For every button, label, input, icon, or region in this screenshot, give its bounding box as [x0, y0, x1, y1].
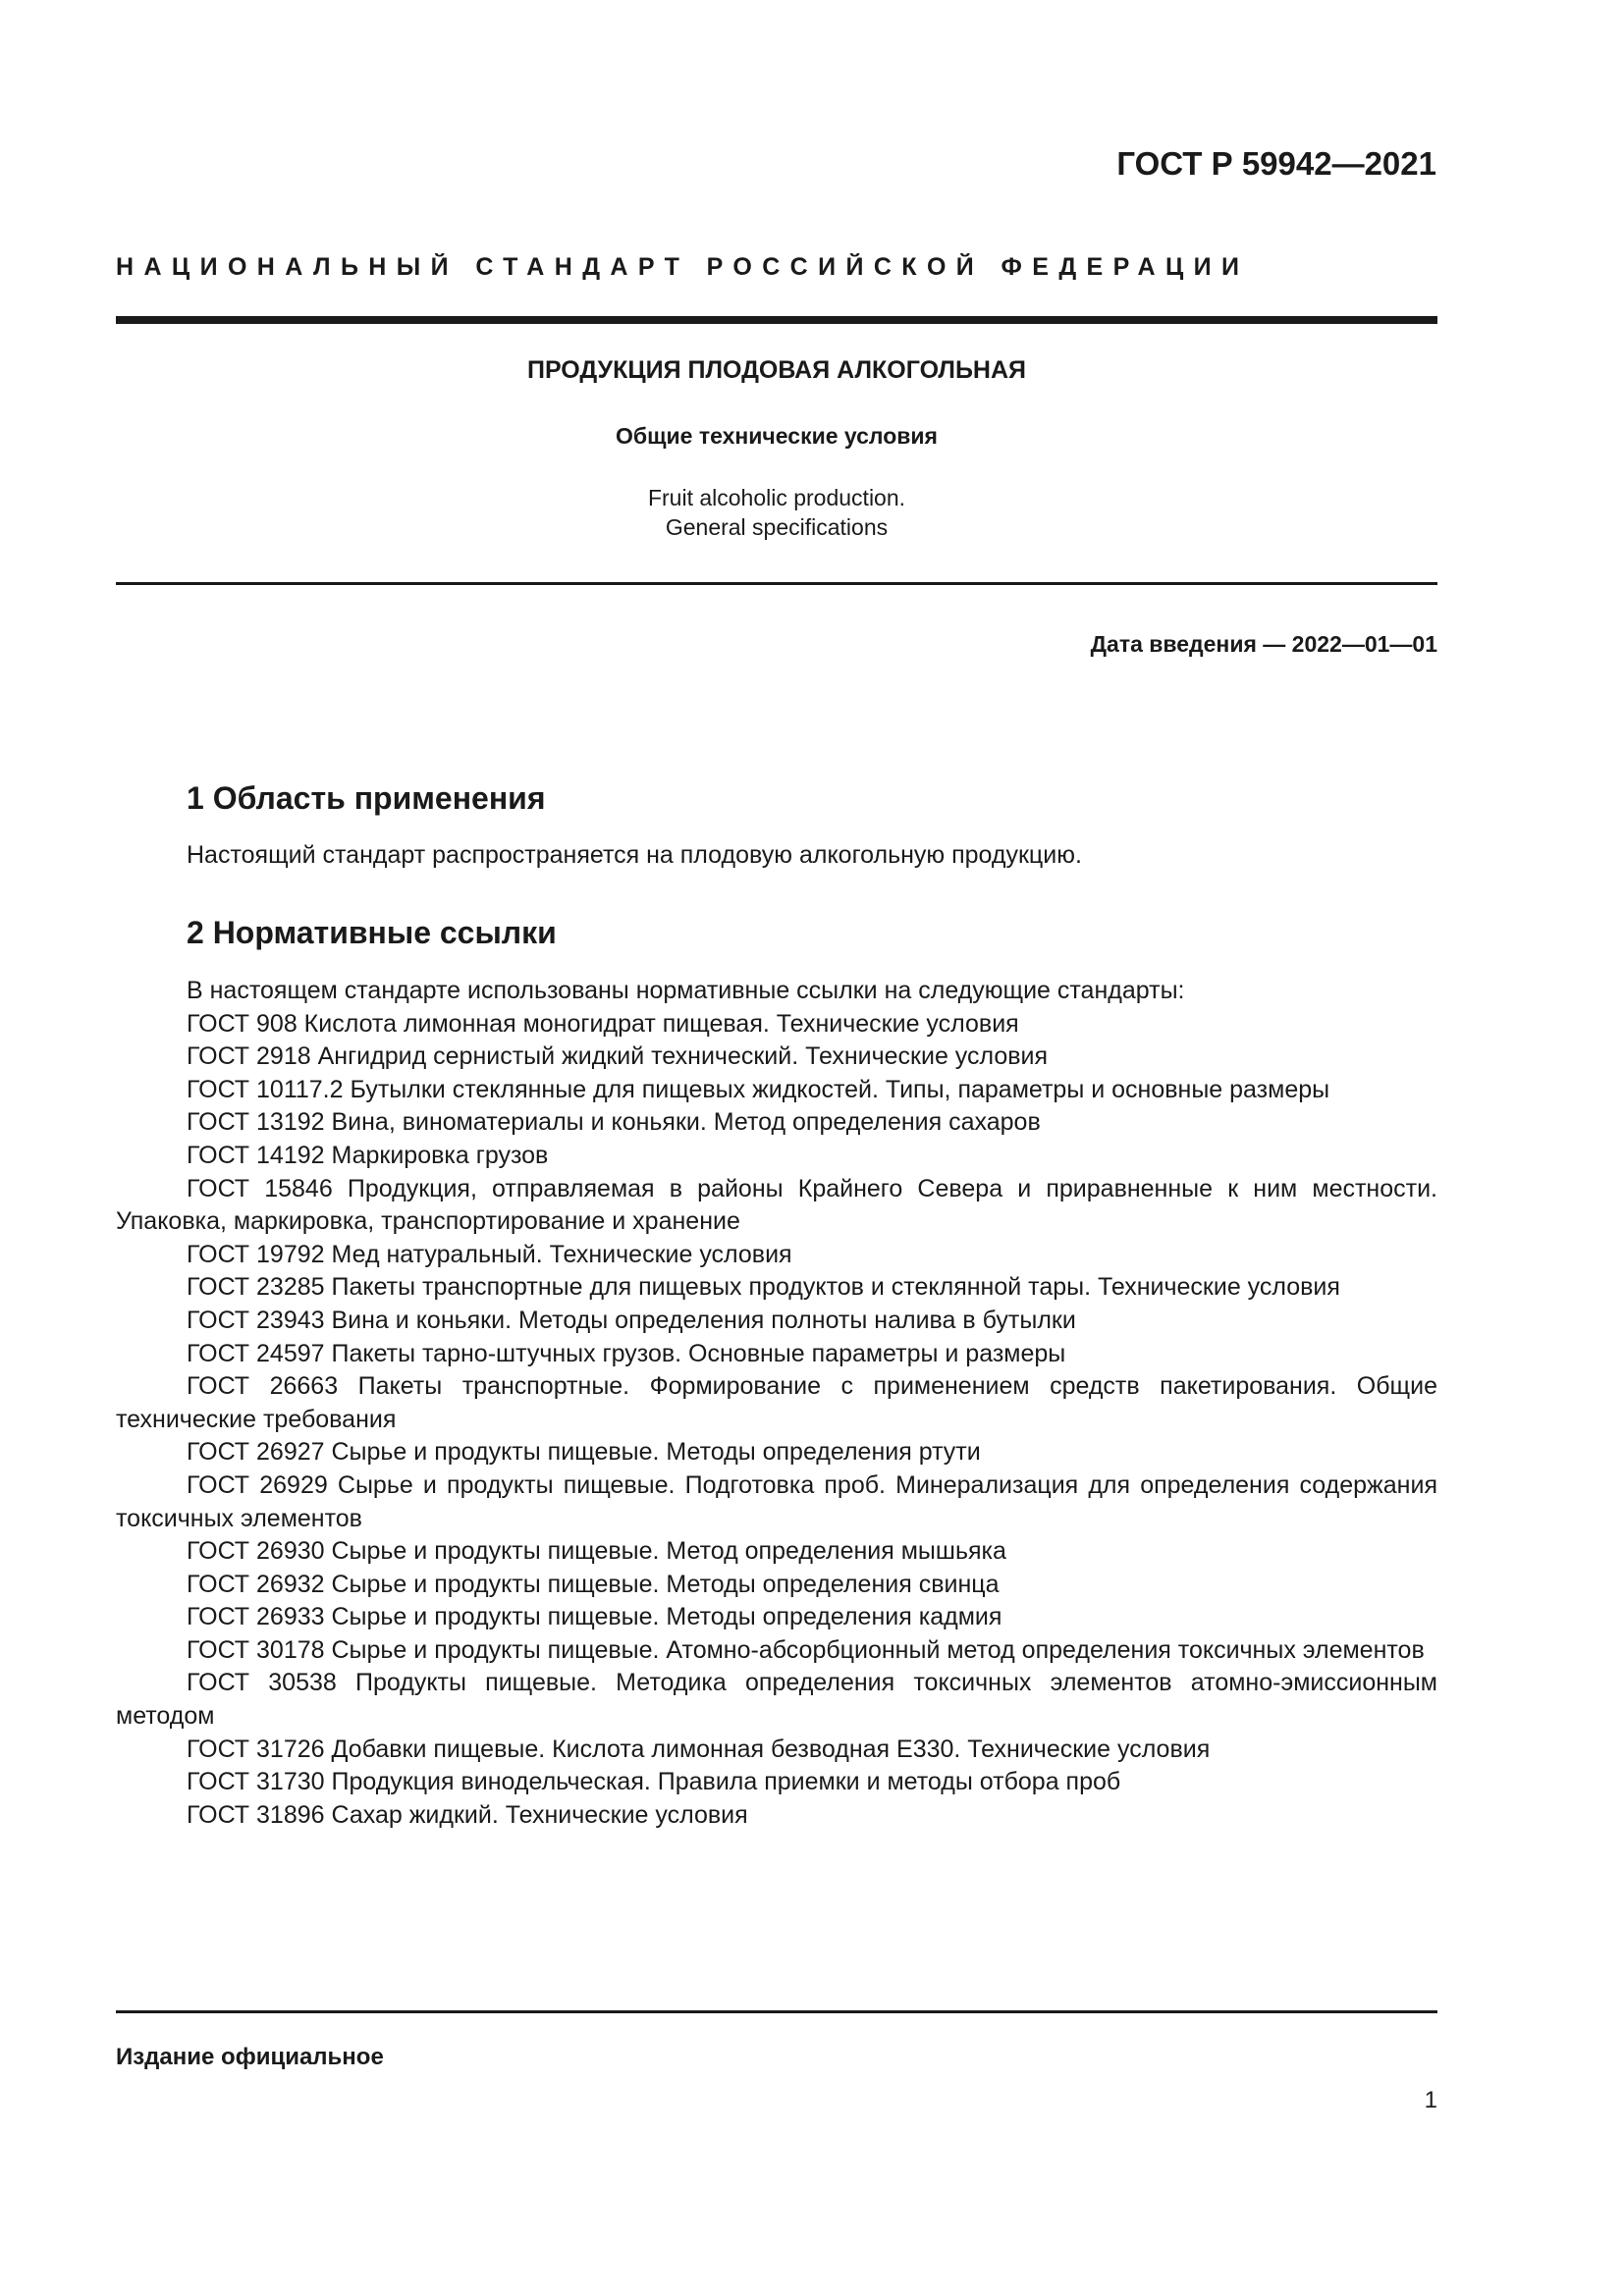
- section-2-body: [116, 975, 1437, 1832]
- reference-item: ГОСТ 13192 Вина, виноматериалы и коньяки. Метод определения сахаров: [187, 1108, 1041, 1137]
- title-divider: [116, 582, 1437, 585]
- english-title-line-1: Fruit alcoholic production.: [647, 485, 906, 510]
- document-subtitle: Общие технические условия: [616, 423, 938, 449]
- reference-item: ГОСТ 30178 Сырье и продукты пищевые. Атомно-абсорбционный метод определения токсичных элементов: [187, 1635, 1425, 1664]
- reference-item: ГОСТ 23943 Вина и коньяки. Методы определения полноты налива в бутылки: [187, 1306, 1076, 1334]
- reference-item: ГОСТ 31896 Сахар жидкий. Технические условия: [187, 1800, 748, 1829]
- official-edition-label: Издание официальное: [116, 2044, 384, 2070]
- reference-item: ГОСТ 908 Кислота лимонная моногидрат пищевая. Технические условия: [187, 1009, 1019, 1038]
- section-2-intro: В настоящем стандарте использованы нормативные ссылки на следующие стандарты:: [187, 977, 1185, 1004]
- document-title: ПРОДУКЦИЯ ПЛОДОВАЯ АЛКОГОЛЬНАЯ: [526, 356, 1027, 384]
- reference-item: ГОСТ 24597 Пакеты тарно-штучных грузов. Основные параметры и размеры: [187, 1339, 1066, 1367]
- reference-item: ГОСТ 26933 Сырье и продукты пищевые. Методы определения кадмия: [187, 1603, 1002, 1631]
- section-2-heading: 2 Нормативные ссылки: [187, 915, 557, 950]
- reference-item: ГОСТ 14192 Маркировка грузов: [187, 1141, 549, 1169]
- national-standard-label: НАЦИОНАЛЬНЫЙ СТАНДАРТ РОССИЙСКОЙ ФЕДЕРАЦИИ: [116, 253, 1250, 281]
- reference-item: ГОСТ 26927 Сырье и продукты пищевые. Методы определения ртути: [187, 1438, 981, 1467]
- reference-item: ГОСТ 2918 Ангидрид сернистый жидкий технический. Технические условия: [187, 1042, 1049, 1071]
- reference-item: ГОСТ 31726 Добавки пищевые. Кислота лимонная безводная E330. Технические условия: [187, 1735, 1211, 1763]
- normative-references-list: [116, 1008, 1437, 1833]
- section-1-text: Настоящий стандарт распространяется на плодовую алкогольную продукцию.: [187, 841, 1082, 869]
- document-number: ГОСТ Р 59942—2021: [1116, 145, 1436, 182]
- reference-item: ГОСТ 26929 Сырье и продукты пищевые. Подготовка проб. Минерализация для определения содержания токсичных элементов: [116, 1470, 1437, 1532]
- header-divider: [116, 316, 1437, 324]
- reference-item: ГОСТ 26932 Сырье и продукты пищевые. Методы определения свинца: [187, 1570, 1000, 1598]
- english-title: [116, 483, 1437, 542]
- reference-item: ГОСТ 31730 Продукция винодельческая. Правила приемки и методы отбора проб: [187, 1768, 1121, 1796]
- english-title-line-2: General specifications: [665, 514, 889, 540]
- reference-item: ГОСТ 26663 Пакеты транспортные. Формирование с применением средств пакетирования. Общие технические требования: [116, 1372, 1437, 1433]
- section-1-body: [116, 839, 1437, 873]
- reference-item: ГОСТ 26930 Сырье и продукты пищевые. Метод определения мышьяка: [187, 1537, 1006, 1566]
- reference-item: ГОСТ 30538 Продукты пищевые. Методика определения токсичных элементов атомно-эмиссионным методом: [116, 1669, 1437, 1731]
- introduction-date: Дата введения — 2022—01—01: [1090, 631, 1437, 657]
- reference-item: ГОСТ 19792 Мед натуральный. Технические условия: [187, 1240, 792, 1268]
- section-1-heading: 1 Область применения: [187, 780, 546, 816]
- footer-divider: [116, 2010, 1437, 2013]
- reference-item: ГОСТ 15846 Продукция, отправляемая в районы Крайнего Севера и приравненные к ним местности. Упаковка, маркировка, транспортирование и хранение: [116, 1174, 1437, 1236]
- reference-item: ГОСТ 10117.2 Бутылки стеклянные для пищевых жидкостей. Типы, параметры и основные размеры: [187, 1075, 1330, 1103]
- page-number: 1: [1424, 2087, 1437, 2113]
- reference-item: ГОСТ 23285 Пакеты транспортные для пищевых продуктов и стеклянной тары. Технические условия: [187, 1273, 1340, 1302]
